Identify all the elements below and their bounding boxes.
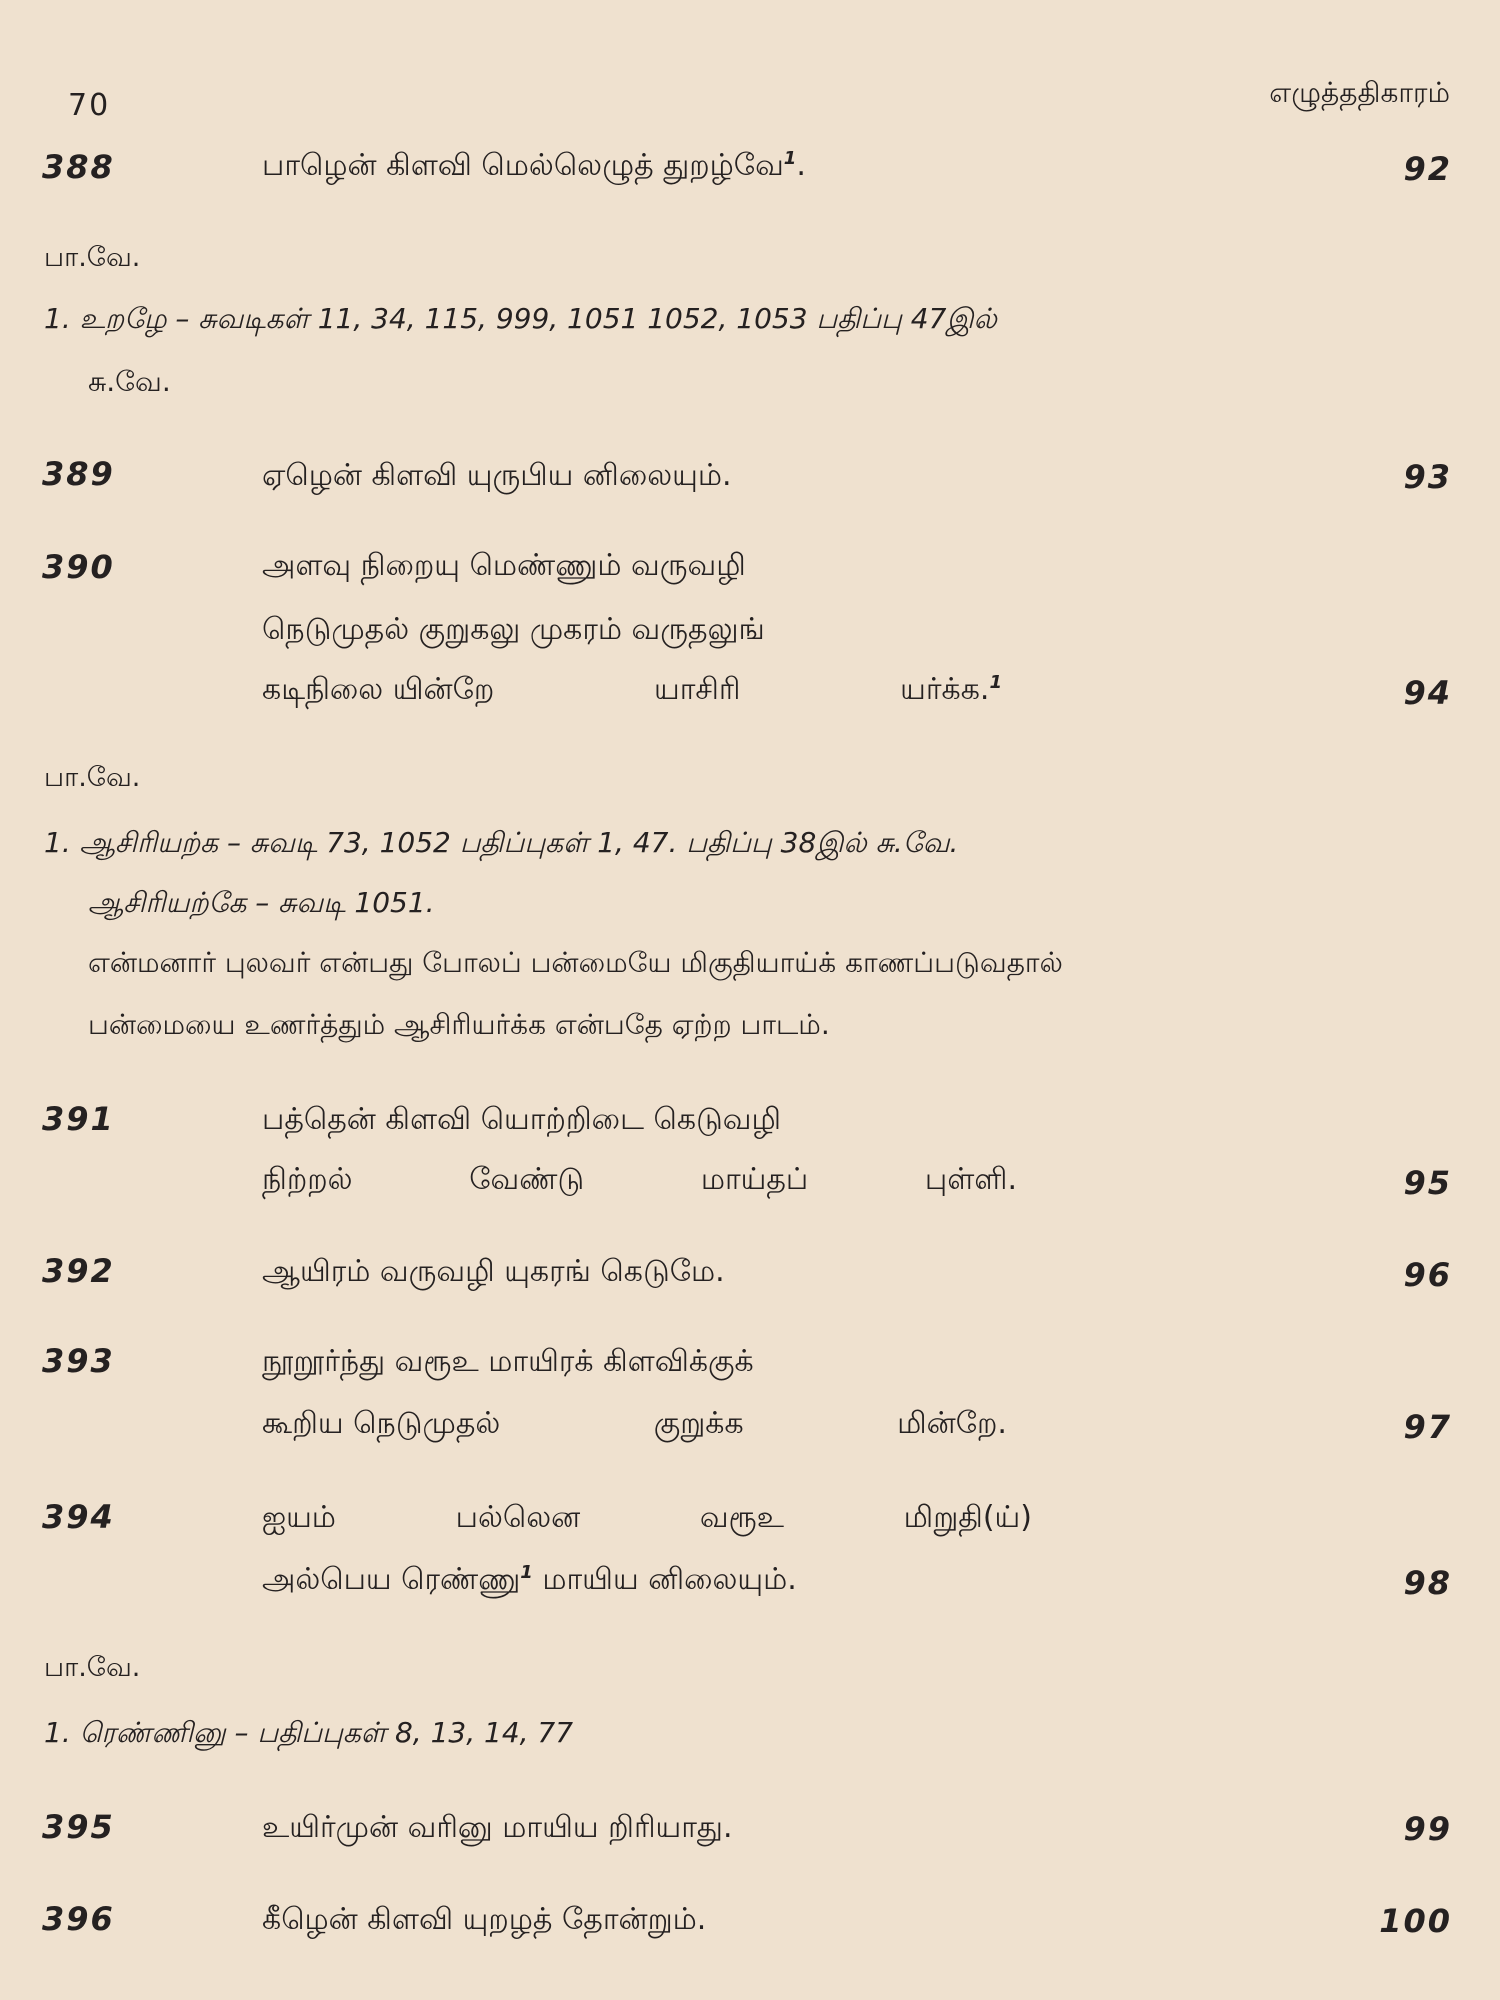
verse-line: உயிர்முன் வரினு மாயிய றிரியாது.	[262, 1810, 733, 1845]
verse-word: யாசிரி	[654, 672, 741, 707]
variant-note: சு.வே.	[88, 365, 171, 398]
verse-number: 396	[42, 1900, 115, 1938]
verse-word: யர்க்க.	[900, 672, 990, 707]
verse-text: அல்பெய ரெண்ணு	[262, 1562, 521, 1597]
footnote-marker: 1	[783, 148, 797, 169]
verse-number: 391	[42, 1100, 115, 1138]
verse-word: குறுக்க	[653, 1406, 744, 1441]
sutra-number: 92	[1403, 150, 1452, 188]
verse-line	[262, 1406, 1007, 1445]
verse-number: 395	[42, 1808, 115, 1846]
verse-line: நூறூர்ந்து வரூஉ மாயிரக் கிளவிக்குக்	[262, 1344, 754, 1379]
verse-word: புள்ளி.	[924, 1162, 1017, 1197]
sutra-number: 95	[1403, 1164, 1452, 1202]
verse-line: ஆயிரம் வருவழி யுகரங் கெடுமே.	[262, 1254, 725, 1289]
verse-line: கீழென் கிளவி யுறழத் தோன்றும்.	[262, 1902, 707, 1937]
verse-word: கடிநிலை யின்றே	[262, 672, 495, 707]
variant-reading-label: பா.வே.	[44, 762, 141, 793]
verse-number: 393	[42, 1342, 115, 1380]
verse-number: 392	[42, 1252, 115, 1290]
sutra-number: 96	[1403, 1256, 1452, 1294]
verse-word: பல்லென	[455, 1500, 581, 1535]
verse-word: ஐயம்	[262, 1500, 336, 1535]
page-number: 70	[68, 88, 111, 123]
verse-line	[262, 1562, 797, 1601]
verse-line	[262, 148, 806, 187]
verse-word: நிற்றல்	[262, 1162, 353, 1197]
sutra-number: 97	[1403, 1408, 1452, 1446]
verse-number: 390	[42, 548, 115, 586]
running-head: எழுத்ததிகாரம்	[1269, 76, 1450, 109]
footnote-marker: 1	[520, 1562, 533, 1583]
sutra-number: 99	[1403, 1810, 1452, 1848]
variant-note: 1. உறழே – சுவடிகள் 11, 34, 115, 999, 1051 1052, 1053 பதிப்பு 47இல்	[44, 302, 997, 335]
sutra-number: 94	[1403, 674, 1452, 712]
variant-note: பன்மையை உணர்த்தும் ஆசிரியர்க்க என்பதே ஏற்ற பாடம்.	[88, 1008, 830, 1041]
verse-end: .	[796, 148, 806, 183]
verse-line: பத்தென் கிளவி யொற்றிடை கெடுவழி	[262, 1102, 782, 1137]
verse-word: மாய்தப்	[700, 1162, 809, 1197]
variant-reading-label: பா.வே.	[44, 242, 141, 273]
verse-number: 388	[42, 148, 115, 186]
verse-line	[262, 1162, 1017, 1201]
footnote-marker: 1	[989, 672, 1002, 693]
verse-line: ஏழென் கிளவி யுருபிய னிலையும்.	[262, 458, 732, 493]
verse-number: 394	[42, 1498, 115, 1536]
variant-note: ஆசிரியற்கே – சுவடி 1051.	[88, 886, 435, 919]
verse-word: மிறுதி(ய்)	[903, 1500, 1032, 1535]
variant-reading-label: பா.வே.	[44, 1652, 141, 1683]
sutra-number: 93	[1403, 458, 1452, 496]
variant-note: 1. ரெண்ணினு – பதிப்புகள் 8, 13, 14, 77	[44, 1716, 574, 1749]
verse-line: அளவு நிறையு மெண்ணும் வருவழி	[262, 548, 746, 583]
verse-word: மின்றே.	[897, 1406, 1007, 1441]
verse-line	[262, 672, 1002, 711]
verse-line	[262, 1500, 1032, 1539]
sutra-number: 98	[1403, 1564, 1452, 1602]
variant-note: என்மனார் புலவர் என்பது போலப் பன்மையே மிகுதியாய்க் காணப்படுவதால்	[88, 946, 1063, 979]
verse-text: மாயிய னிலையும்.	[532, 1562, 797, 1597]
verse-number: 389	[42, 455, 115, 493]
verse-word: வரூஉ	[699, 1500, 784, 1535]
sutra-number: 100	[1379, 1902, 1452, 1940]
verse-line: நெடுமுதல் குறுகலு முகரம் வருதலுங்	[262, 612, 765, 647]
variant-note: 1. ஆசிரியற்க – சுவடி 73, 1052 பதிப்புகள் 1, 47. பதிப்பு 38இல் சு.வே.	[44, 826, 959, 859]
verse-word-with-note	[900, 672, 1002, 711]
verse-word: வேண்டு	[469, 1162, 585, 1197]
verse-word: கூறிய நெடுமுதல்	[262, 1406, 501, 1441]
verse-text: பாழென் கிளவி மெல்லெழுத் துறழ்வே	[262, 148, 784, 183]
